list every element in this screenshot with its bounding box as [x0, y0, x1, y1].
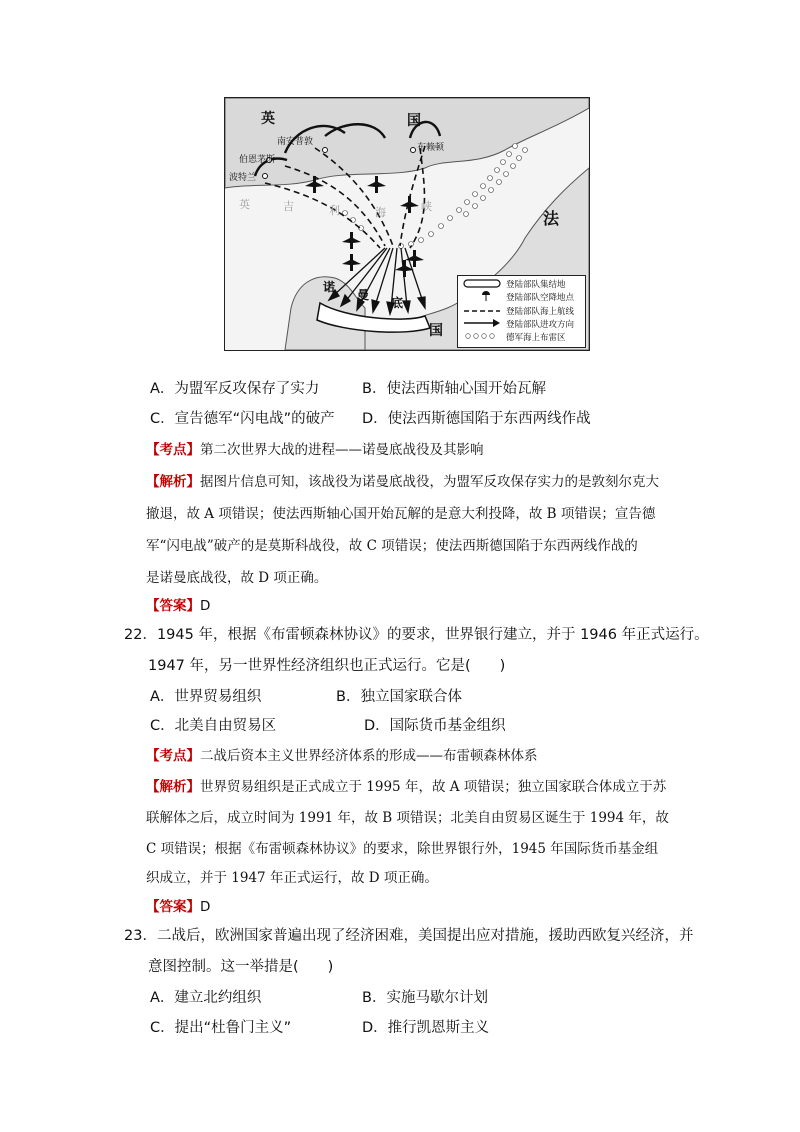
q23-stem-line-2: 意图控制。这一举措是( ) — [148, 959, 334, 975]
map-legend — [457, 275, 586, 348]
channel-label-5: 峡 — [421, 200, 432, 213]
kaodian-text: 二战后资本主义世界经济体系的形成——布雷顿森林体系 — [200, 748, 538, 764]
q21-option-b: B．使法西斯轴心国开始瓦解 — [362, 381, 546, 397]
q22-kaodian — [146, 744, 538, 764]
q21-jiexi-line-4: 是诺曼底战役，故 D 项正确。 — [146, 570, 328, 586]
q22-option-d: D．国际货币基金组织 — [364, 718, 506, 734]
map-label-france: 法 — [543, 209, 560, 228]
q22-option-a: A．世界贸易组织 — [150, 689, 262, 705]
q21-option-d: D．使法西斯德国陷于东西两线作战 — [362, 411, 591, 427]
jiexi-text: 据图片信息可知，该战役为诺曼底战役，为盟军反攻保存实力的是敦刻尔克大 — [200, 474, 659, 490]
q22-answer — [146, 895, 210, 915]
map-city-bournemouth: 伯恩茅斯 — [239, 155, 276, 165]
legend-minefield: 德军海上布雷区 — [506, 333, 566, 343]
kaodian-text: 第二次世界大战的进程——诺曼底战役及其影响 — [200, 442, 484, 458]
answer-value: D — [200, 899, 211, 915]
legend-sea-route: 登陆部队海上航线 — [506, 307, 575, 317]
daan-tag: 【答案】 — [146, 899, 200, 915]
q23-option-c: C．提出“杜鲁门主义” — [150, 1020, 292, 1036]
jiexi-tag: 【解析】 — [146, 779, 200, 795]
channel-label-2: 吉 — [283, 200, 294, 213]
q22-option-b: B．独立国家联合体 — [336, 689, 462, 705]
map-label-britain: 英 — [261, 111, 275, 127]
q21-option-a: A．为盟军反攻保存了实力 — [150, 381, 320, 397]
q21-answer — [146, 594, 210, 614]
q22-jiexi-line-3: C 项错误；根据《布雷顿森林协议》的要求，除世界银行外，1945 年国际货币基金组 — [146, 841, 659, 857]
map-label-france-2: 国 — [429, 323, 443, 339]
map-label-britain-2: 国 — [407, 113, 421, 129]
q23-option-a: A．建立北约组织 — [150, 990, 262, 1006]
q22-stem-line-1: 22．1945 年，根据《布雷顿森林协议》的要求，世界银行建立，并于 1946 年正式运行。 — [124, 627, 709, 643]
map-city-brighton: 布赖顿 — [417, 143, 445, 153]
aircraft-icons — [305, 176, 424, 277]
q22-jiexi-line-2: 联解体之后，成立时间为 1991 年，故 B 项错误；北美自由贸易区诞生于 1994 年，故 — [146, 810, 669, 826]
q22-option-c: C．北美自由贸易区 — [150, 718, 277, 734]
q23-stem-line-1: 23．二战后，欧洲国家普遍出现了经济困难，美国提出应对措施，援助西欧复兴经济，并 — [124, 928, 694, 944]
legend-airborne: 登陆部队空降地点 — [506, 293, 575, 303]
q23-option-d: D．推行凯恩斯主义 — [362, 1020, 490, 1036]
legend-attack: 登陆部队进攻方向 — [506, 320, 575, 330]
q22-stem-line-2: 1947 年，另一世界性经济组织也正式运行。它是( ) — [148, 658, 506, 674]
q21-jiexi-line-1 — [146, 470, 659, 490]
legend-assembly: 登陆部队集结地 — [506, 280, 566, 290]
q21-option-c: C．宣告德军“闪电战”的破产 — [150, 411, 335, 427]
normandy-label-2: 曼 — [357, 288, 370, 302]
q21-jiexi-line-3: 军“闪电战”破产的是莫斯科战役，故 C 项错误；使法西斯德国陷于东西两线作战的 — [146, 538, 638, 554]
channel-label-4: 海 — [375, 206, 386, 219]
map-city-portland: 波特兰 — [229, 173, 257, 183]
kaodian-tag: 【考点】 — [146, 748, 200, 764]
q21-kaodian — [146, 438, 484, 458]
daan-tag: 【答案】 — [146, 598, 200, 614]
q22-jiexi-line-4: 织成立，并于 1947 年正式运行，故 D 项正确。 — [146, 870, 438, 886]
channel-label-1: 英 — [239, 198, 250, 211]
normandy-label-3: 底 — [391, 296, 404, 310]
q22-jiexi-line-1 — [146, 775, 666, 795]
jiexi-tag: 【解析】 — [146, 474, 200, 490]
answer-value: D — [200, 598, 211, 614]
q21-jiexi-line-2: 撤退，故 A 项错误；使法西斯轴心国开始瓦解的是意大利投降，故 B 项错误；宣告德 — [146, 506, 656, 522]
normandy-landing-map — [224, 97, 590, 351]
normandy-label-1: 诺 — [323, 280, 336, 294]
q23-option-b: B．实施马歇尔计划 — [362, 990, 488, 1006]
channel-label-3: 利 — [329, 204, 340, 217]
jiexi-text: 世界贸易组织是正式成立于 1995 年，故 A 项错误；独立国家联合体成立于苏 — [200, 779, 667, 795]
kaodian-tag: 【考点】 — [146, 442, 200, 458]
map-city-southampton: 南安普敦 — [277, 137, 314, 147]
